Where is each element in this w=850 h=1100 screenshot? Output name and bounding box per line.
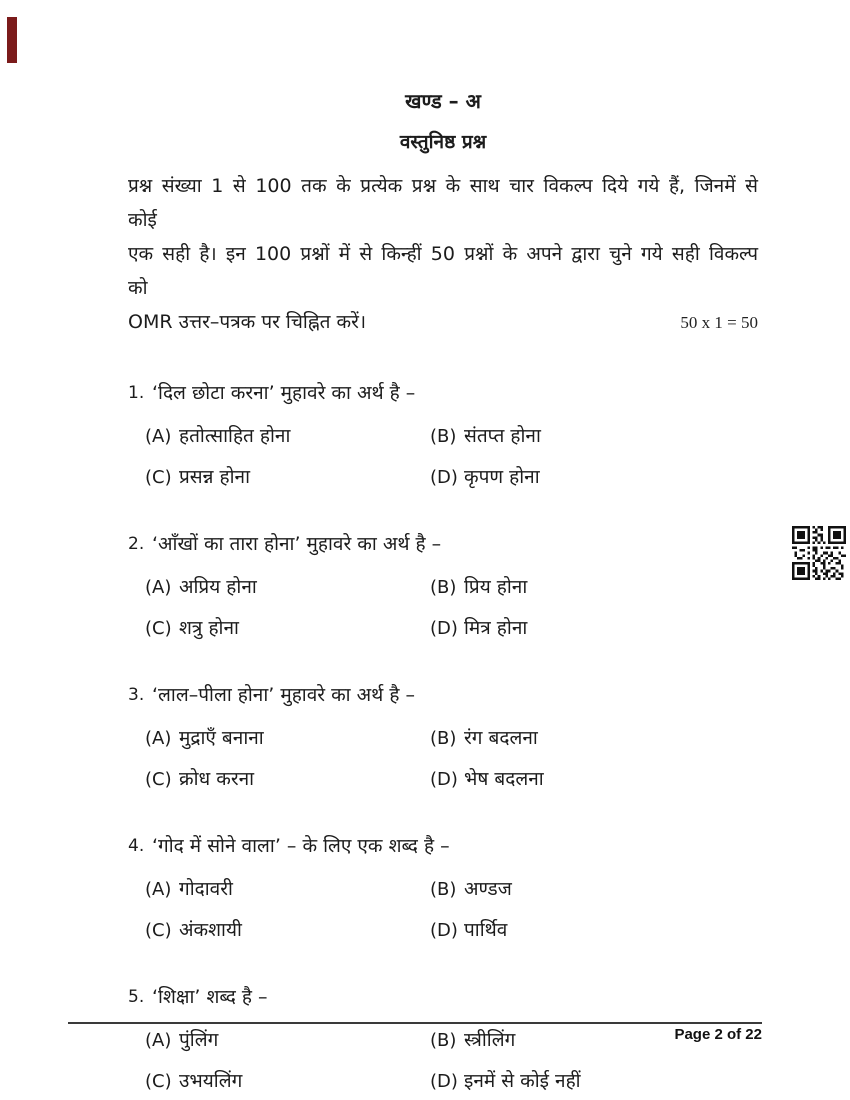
question-2 [128,531,758,642]
question-number: 4. [128,836,145,856]
option-d [430,615,758,642]
option-text: कृपण होना [464,466,540,488]
option-text: अंकशायी [179,919,242,941]
option-b [430,725,758,752]
option-label: (C) [145,920,172,941]
option-label: (C) [145,769,172,790]
option-text: पार्थिव [464,919,508,941]
option-text: भेष बदलना [464,768,544,790]
option-b [430,876,758,903]
option-label: (C) [145,618,172,639]
page-number: Page 2 of 22 [674,1026,762,1043]
option-c [145,917,430,944]
option-label: (D) [430,920,458,941]
question-number: 2. [128,534,145,554]
option-b [430,574,758,601]
question-text: ‘लाल–पीला होना’ मुहावरे का अर्थ है – [152,684,415,706]
option-text: उभयलिंग [179,1070,243,1092]
option-label: (B) [430,1030,457,1051]
option-a [145,423,430,450]
instruction-line-2: एक सही है। इन 100 प्रश्नों में से किन्हीं 50 प्रश्नों के अपने द्वारा चुने गये सही विकल्प को [128,243,758,299]
option-a [145,574,430,601]
option-text: मुद्राएँ बनाना [179,727,264,749]
option-label: (D) [430,618,458,639]
instructions [128,169,758,340]
option-d [430,464,758,491]
option-label: (D) [430,1071,458,1092]
option-c [145,1068,430,1095]
option-text: अण्डज [464,878,512,900]
red-bookmark-mark [7,17,17,63]
option-label: (D) [430,467,458,488]
qr-code-icon [792,526,846,580]
question-text: ‘दिल छोटा करना’ मुहावरे का अर्थ है – [152,382,416,404]
option-text: अप्रिय होना [179,576,257,598]
option-d [430,1068,758,1095]
option-c [145,464,430,491]
subtitle: वस्तुनिष्ठ प्रश्न [399,131,487,153]
option-text: इनमें से कोई नहीं [464,1070,581,1092]
option-text: प्रिय होना [464,576,528,598]
option-d [430,766,758,793]
option-text: मित्र होना [464,617,528,639]
option-label: (B) [430,728,457,749]
question-3 [128,682,758,793]
instruction-line-3: OMR उत्तर–पत्रक पर चिह्नित करें। [128,311,367,333]
instruction-line-1: प्रश्न संख्या 1 से 100 तक के प्रत्येक प्रश्न के साथ चार विकल्प दिये गये हैं, जिनमें से कोई [128,175,758,231]
option-text: प्रसन्न होना [179,466,251,488]
option-label: (B) [430,426,457,447]
question-text: ‘आँखों का तारा होना’ मुहावरे का अर्थ है – [152,533,442,555]
section-title: खण्ड – अ [405,89,481,113]
option-c [145,766,430,793]
option-label: (B) [430,577,457,598]
option-c [145,615,430,642]
page-content [128,90,758,1095]
option-label: (B) [430,879,457,900]
option-text: शत्रु होना [179,617,239,639]
question-text: ‘शिक्षा’ शब्द है – [152,986,268,1008]
question-4 [128,833,758,944]
question-1 [128,380,758,491]
option-text: गोदावरी [179,878,233,900]
option-label: (A) [145,728,172,749]
option-a [145,725,430,752]
option-label: (A) [145,1030,172,1051]
option-text: क्रोध करना [179,768,255,790]
option-text: पुंलिंग [179,1029,219,1051]
option-text: हतोत्साहित होना [179,425,291,447]
footer-divider [68,1022,762,1024]
option-label: (A) [145,577,172,598]
option-text: स्त्रीलिंग [464,1029,516,1051]
question-number: 5. [128,987,145,1007]
question-number: 3. [128,685,145,705]
marks-note: 50 x 1 = 50 [680,313,758,332]
option-a [145,876,430,903]
option-label: (A) [145,879,172,900]
option-text: संतप्त होना [464,425,541,447]
question-number: 1. [128,383,145,403]
option-text: रंग बदलना [464,727,538,749]
option-b [430,423,758,450]
option-label: (D) [430,769,458,790]
option-label: (C) [145,1071,172,1092]
option-label: (A) [145,426,172,447]
option-d [430,917,758,944]
question-text: ‘गोद में सोने वाला’ – के लिए एक शब्द है – [152,835,450,857]
option-label: (C) [145,467,172,488]
